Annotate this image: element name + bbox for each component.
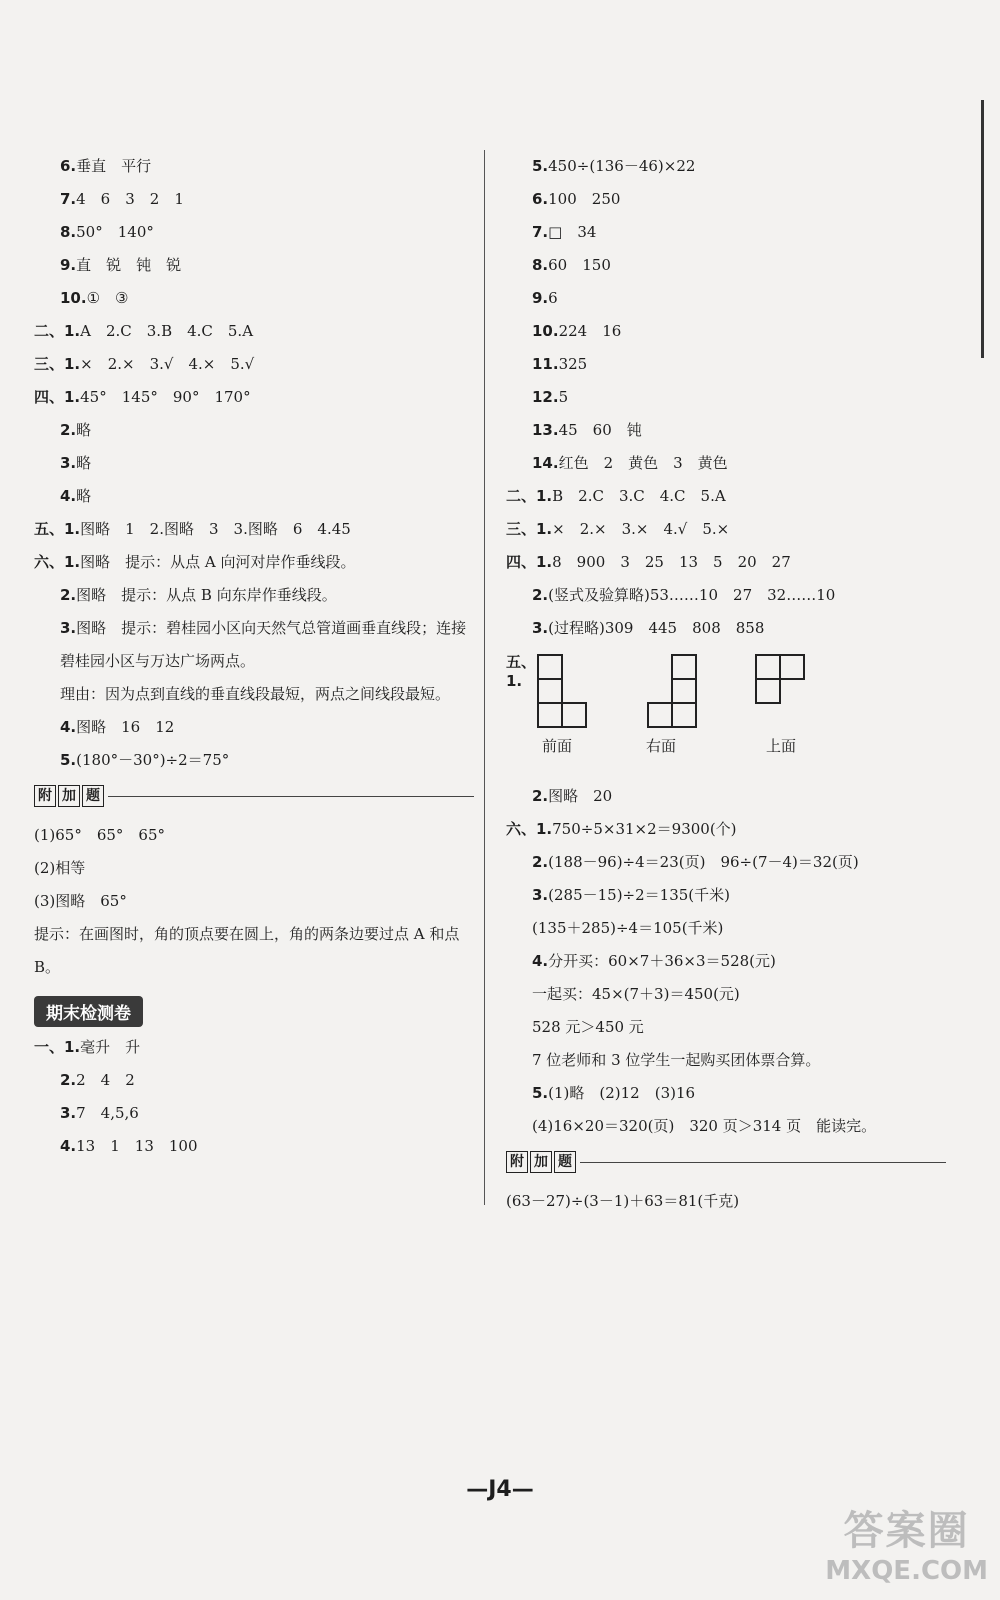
answer-text: 分开买：60×7＋36×3＝528(元) <box>548 952 776 970</box>
item-number: 二、1. <box>34 322 81 340</box>
answer-line <box>506 579 946 612</box>
answer-line <box>34 678 474 711</box>
fujia-answers <box>34 819 474 984</box>
item-number: 六、1. <box>506 820 553 838</box>
answer-line <box>34 711 474 744</box>
answer-line <box>34 513 474 546</box>
answer-line <box>506 183 946 216</box>
answer-group <box>506 150 946 645</box>
item-number: 8. <box>532 256 549 274</box>
right-column <box>506 150 946 1218</box>
answer-line <box>506 282 946 315</box>
watermark-logo <box>825 1499 988 1586</box>
answer-text: 图略 1 2.图略 3 3.图略 6 4.45 <box>80 520 351 538</box>
answer-text: 图略 16 12 <box>76 718 175 736</box>
answer-line <box>34 1031 474 1064</box>
item-number: 5. <box>60 751 77 769</box>
item-number: 4. <box>60 718 77 736</box>
item-number: 4. <box>532 952 549 970</box>
item-number: 四、1. <box>506 553 553 571</box>
fujia-char: 加 <box>530 1151 552 1173</box>
answer-line <box>506 612 946 645</box>
answer-line <box>34 480 474 513</box>
front-view-drawing <box>532 653 592 733</box>
answer-line <box>506 1044 946 1077</box>
page-number: —J4— <box>466 1477 534 1502</box>
answer-text: (过程略)309 445 808 858 <box>548 619 765 637</box>
answer-text: 528 元＞450 元 <box>532 1018 644 1036</box>
fujia-char: 题 <box>82 785 104 807</box>
top-view <box>752 645 862 780</box>
answer-text: 325 <box>558 355 588 373</box>
answer-line <box>506 945 946 978</box>
answer-line <box>506 1110 946 1143</box>
item-number: 一、1. <box>34 1038 81 1056</box>
answer-text: 理由：因为点到直线的垂直线段最短，两点之间线段最短。 <box>60 685 451 703</box>
item-number: 3. <box>60 1104 77 1122</box>
fujia-char: 题 <box>554 1151 576 1173</box>
answer-line <box>506 381 946 414</box>
page-edge-mark <box>981 100 984 358</box>
answer-text: 红色 2 黄色 3 黄色 <box>558 454 728 472</box>
item-number: 3. <box>532 886 549 904</box>
item-number: 2. <box>60 586 77 604</box>
answer-line <box>34 579 474 612</box>
item-number: 3. <box>60 619 77 637</box>
answer-text: 6 <box>548 289 558 307</box>
answer-line <box>34 1064 474 1097</box>
answer-text: 4 6 3 2 1 <box>76 190 184 208</box>
item-number: 14. <box>532 454 559 472</box>
item-number: 7. <box>532 223 549 241</box>
answer-line <box>34 315 474 348</box>
answer-text: ① ③ <box>86 289 129 307</box>
item-number: 四、1. <box>34 388 81 406</box>
answer-line <box>506 813 946 846</box>
answer-line <box>34 447 474 480</box>
answer-text: □ 34 <box>548 223 597 241</box>
answer-line <box>506 1011 946 1044</box>
answer-text: 图略 提示：碧桂园小区向天然气总管道画垂直线段；连接碧桂园小区与万达广场两点。 <box>60 619 467 670</box>
item-number: 6. <box>532 190 549 208</box>
answer-text: (135＋285)÷4＝105(千米) <box>532 919 724 937</box>
fujia-heading <box>34 785 474 815</box>
answer-text: 100 250 <box>548 190 621 208</box>
answer-line <box>506 249 946 282</box>
answer-group <box>506 780 946 1143</box>
answer-group <box>34 315 474 777</box>
answer-text: 450÷(136－46)×22 <box>548 157 696 175</box>
answer-line <box>506 480 946 513</box>
item-number: 12. <box>532 388 559 406</box>
item-number: 2. <box>532 853 549 871</box>
front-view-caption: 前面 <box>542 737 573 755</box>
answer-text: × 2.× 3.√ 4.× 5.√ <box>80 355 255 373</box>
item-number: 8. <box>60 223 77 241</box>
fujia-char: 加 <box>58 785 80 807</box>
item-number: 9. <box>532 289 549 307</box>
answer-text: (180°－30°)÷2＝75° <box>76 751 230 769</box>
answer-line <box>34 744 474 777</box>
front-view <box>532 645 642 780</box>
answer-line <box>506 912 946 945</box>
answer-text: 45 60 钝 <box>558 421 642 439</box>
item-number: 10. <box>60 289 87 307</box>
answer-text: 略 <box>76 421 92 439</box>
fujia-answer-line: (2)相等 <box>34 859 86 877</box>
top-view-drawing <box>752 653 812 713</box>
answer-text: 2 4 2 <box>76 1071 135 1089</box>
answer-text: 45° 145° 90° 170° <box>80 388 251 406</box>
answer-line <box>34 414 474 447</box>
answer-line <box>506 978 946 1011</box>
views-number: 五、1. <box>506 653 537 690</box>
answer-text: 750÷5×31×2＝9300(个) <box>552 820 737 838</box>
item-number: 2. <box>532 586 549 604</box>
answer-text: 略 <box>76 454 92 472</box>
answer-line <box>34 381 474 414</box>
answer-text: 略 <box>76 487 92 505</box>
answer-text: × 2.× 3.× 4.√ 5.× <box>552 520 730 538</box>
answer-line <box>506 879 946 912</box>
answer-text: (4)16×20＝320(页) 320 页＞314 页 能读完。 <box>532 1117 877 1135</box>
exam-title: 期末检测卷 <box>34 996 143 1027</box>
fujia-answer-line: (3)图略 65° <box>34 892 127 910</box>
item-number: 三、1. <box>34 355 81 373</box>
answer-text: 13 1 13 100 <box>76 1137 198 1155</box>
item-number: 2. <box>532 787 549 805</box>
answer-line <box>34 546 474 579</box>
answer-text: 7 4,5,6 <box>76 1104 139 1122</box>
item-number: 3. <box>60 454 77 472</box>
answer-line <box>506 315 946 348</box>
answer-text: 图略 20 <box>548 787 613 805</box>
item-number: 6. <box>60 157 77 175</box>
item-number: 六、1. <box>34 553 81 571</box>
answer-line <box>34 150 474 183</box>
answer-text: (1)略 (2)12 (3)16 <box>548 1084 696 1102</box>
answer-line <box>34 216 474 249</box>
item-number: 13. <box>532 421 559 439</box>
column-divider <box>484 150 485 1205</box>
fujia-label <box>506 1151 580 1173</box>
right-view-caption: 右面 <box>646 737 677 755</box>
answer-text: 垂直 平行 <box>76 157 152 175</box>
answer-line <box>34 1097 474 1130</box>
item-number: 4. <box>60 1137 77 1155</box>
answer-line <box>34 1130 474 1163</box>
answer-text: (188－96)÷4＝23(页) 96÷(7－4)＝32(页) <box>548 853 859 871</box>
item-number: 2. <box>60 421 77 439</box>
answer-text: 7 位老师和 3 位学生一起购买团体票合算。 <box>532 1051 821 1069</box>
right-view-drawing <box>642 653 702 733</box>
answer-text: 8 900 3 25 13 5 20 27 <box>552 553 791 571</box>
fujia-char: 附 <box>34 785 56 807</box>
answer-text: 图略 提示：从点 A 向河对岸作垂线段。 <box>80 553 356 571</box>
item-number: 3. <box>532 619 549 637</box>
answer-text: 50° 140° <box>76 223 154 241</box>
answer-text: (竖式及验算略)53……10 27 32……10 <box>548 586 836 604</box>
answer-line <box>34 183 474 216</box>
fujia-label <box>34 785 108 807</box>
left-column <box>34 150 474 1163</box>
answer-text: A 2.C 3.B 4.C 5.A <box>80 322 254 340</box>
answer-group <box>34 1031 474 1163</box>
answer-line <box>506 447 946 480</box>
item-number: 11. <box>532 355 559 373</box>
watermark-url: MXQE.COM <box>825 1556 988 1586</box>
answer-text: 毫升 升 <box>80 1038 141 1056</box>
answer-line <box>34 348 474 381</box>
answer-line <box>506 780 946 813</box>
answer-text: 60 150 <box>548 256 611 274</box>
item-number: 5. <box>532 157 549 175</box>
item-number: 二、1. <box>506 487 553 505</box>
fujia-answers <box>506 1185 946 1218</box>
answer-line <box>506 546 946 579</box>
answer-line <box>34 612 474 678</box>
fujia-heading <box>506 1151 946 1181</box>
answer-line <box>506 846 946 879</box>
answer-group <box>34 150 474 315</box>
answer-line <box>506 414 946 447</box>
answer-text: 5 <box>558 388 569 406</box>
item-number: 五、1. <box>34 520 81 538</box>
answer-line <box>506 513 946 546</box>
fujia-answer-line: (1)65° 65° 65° <box>34 826 166 844</box>
fujia-char: 附 <box>506 1151 528 1173</box>
answer-text: 一起买：45×(7＋3)＝450(元) <box>532 985 740 1003</box>
answer-text: 224 16 <box>558 322 622 340</box>
item-number: 4. <box>60 487 77 505</box>
answer-text: B 2.C 3.C 4.C 5.A <box>552 487 726 505</box>
item-number: 三、1. <box>506 520 553 538</box>
answer-line <box>506 216 946 249</box>
watermark-text: 答案圈 <box>843 1508 970 1554</box>
item-number: 5. <box>532 1084 549 1102</box>
answer-text: 直 锐 钝 锐 <box>76 256 182 274</box>
item-number: 10. <box>532 322 559 340</box>
answer-line <box>506 150 946 183</box>
item-number: 7. <box>60 190 77 208</box>
top-view-caption: 上面 <box>766 737 797 755</box>
answer-line <box>506 1077 946 1110</box>
right-view <box>642 645 752 780</box>
answer-text: (285－15)÷2＝135(千米) <box>548 886 731 904</box>
answer-text: 图略 提示：从点 B 向东岸作垂线段。 <box>76 586 337 604</box>
answer-line <box>34 249 474 282</box>
answer-line <box>506 348 946 381</box>
item-number: 9. <box>60 256 77 274</box>
fujia-answer-line: 提示：在画图时，角的顶点要在圆上，角的两条边要过点 A 和点 B。 <box>34 925 460 976</box>
fujia-answer-line: (63－27)÷(3－1)＋63＝81(千克) <box>506 1192 740 1210</box>
item-number: 2. <box>60 1071 77 1089</box>
answer-line <box>34 282 474 315</box>
three-views-figure <box>506 645 946 780</box>
